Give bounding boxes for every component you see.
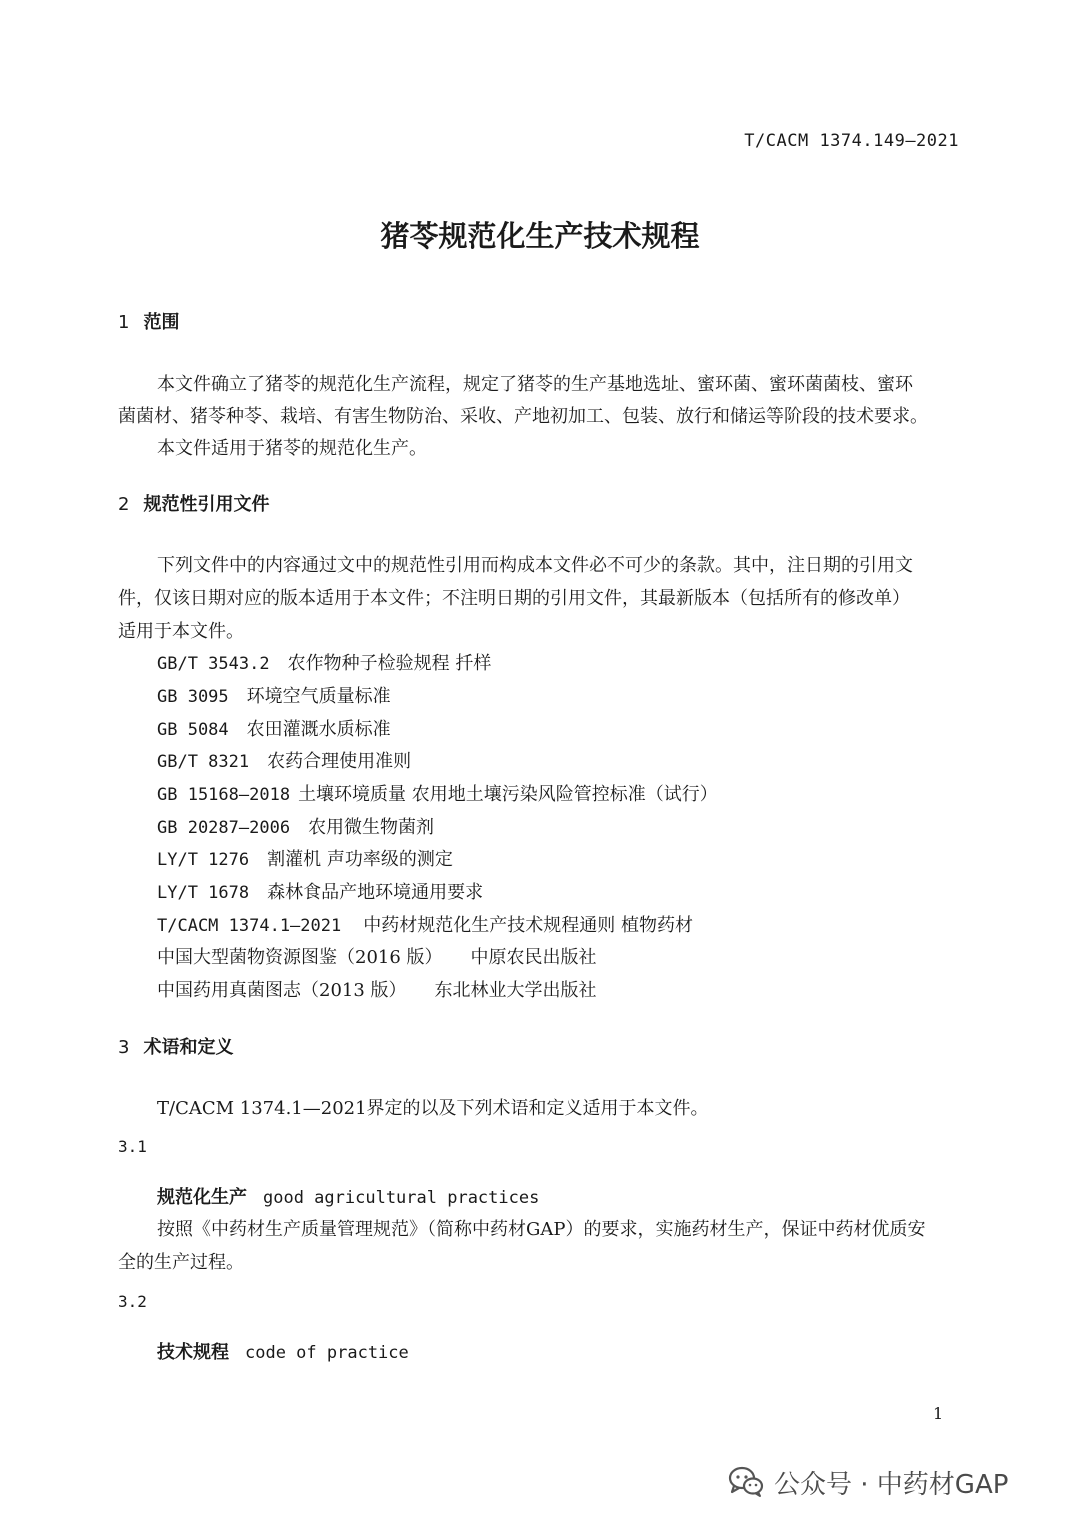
section-number: 3 [118,1037,130,1058]
reference-item [157,682,391,708]
term-english: code of practice [245,1343,409,1363]
reference-code: GB 5084 [157,720,229,740]
reference-name: 土壤环境质量 农用地土壤污染风险管控标准（试行） [298,784,718,805]
term-line [157,1338,409,1364]
reference-name: 环境空气质量标准 [246,686,391,707]
reference-item [157,780,718,806]
reference-item [157,649,491,675]
term-line [157,1183,539,1209]
reference-code: LY/T 1678 [157,883,250,903]
reference-item [157,878,483,904]
reference-item [157,943,597,969]
reference-item [157,813,434,839]
reference-code: GB/T 8321 [157,752,250,772]
reference-code: LY/T 1276 [157,850,250,870]
reference-name: 东北林业大学出版社 [434,980,597,1001]
paragraph-line: 按照《中药材生产质量管理规范》（简称中药材GAP）的要求，实施药材生产，保证中药材优质安 [157,1219,926,1240]
reference-code: T/CACM 1374.1—2021 [157,916,342,936]
paragraph-line: T/CACM 1374.1—2021界定的以及下列术语和定义适用于本文件。 [157,1098,709,1119]
paragraph-line: 件，仅该日期对应的版本适用于本文件；不注明日期的引用文件，其最新版本（包括所有的修改单） [118,588,910,609]
page-number: 1 [933,1404,944,1423]
term-chinese: 技术规程 [157,1342,229,1363]
reference-code: 中国药用真菌图志（2013 版） [157,980,407,1001]
subsection-number: 3.1 [118,1137,147,1156]
section-title: 规范性引用文件 [143,494,270,515]
section-2-heading [118,490,269,516]
reference-name: 森林食品产地环境通用要求 [267,882,484,903]
reference-name: 中药材规范化生产技术规程通则 植物药材 [363,915,693,936]
reference-item [157,715,391,741]
term-english: good agricultural practices [263,1188,540,1208]
reference-item [157,911,693,937]
page-title: 猪苓规范化生产技术规程 [380,219,700,253]
reference-name: 农作物种子检验规程 扦样 [287,653,492,674]
section-number: 2 [118,494,130,515]
reference-item [157,747,411,773]
paragraph-line: 本文件适用于猪苓的规范化生产。 [157,438,427,459]
reference-name: 割灌机 声功率级的测定 [267,849,453,870]
section-number: 1 [118,312,130,333]
wechat-icon [728,1466,764,1498]
reference-code: GB 15168—2018 [157,785,291,805]
paragraph-line: 全的生产过程。 [118,1252,244,1273]
watermark-footer [728,1462,1008,1502]
reference-code: GB/T 3543.2 [157,654,270,674]
reference-code: GB 3095 [157,687,229,707]
term-chinese: 规范化生产 [157,1187,247,1208]
section-1-heading [118,308,179,334]
reference-name: 农用微生物菌剂 [308,817,435,838]
paragraph-line: 菌菌材、猪苓种苓、栽培、有害生物防治、采收、产地初加工、包装、放行和储运等阶段的技术要求。 [118,406,928,427]
reference-name: 农田灌溉水质标准 [246,719,391,740]
reference-name: 农药合理使用准则 [267,751,412,772]
reference-code: GB 20287—2006 [157,818,291,838]
reference-item [157,845,453,871]
section-title: 术语和定义 [143,1037,234,1058]
paragraph-line: 本文件确立了猪苓的规范化生产流程，规定了猪苓的生产基地选址、蜜环菌、蜜环菌菌枝、蜜环 [157,374,913,395]
footer-text: 公众号 · 中药材GAP [774,1469,1009,1500]
reference-item [157,976,597,1002]
reference-name: 中原农民出版社 [470,947,597,968]
subsection-number: 3.2 [118,1292,147,1311]
section-title: 范围 [143,312,180,333]
document-code: T/CACM 1374.149—2021 [744,131,959,151]
section-3-heading [118,1033,233,1059]
paragraph-line: 适用于本文件。 [118,621,244,642]
paragraph-line: 下列文件中的内容通过文中的规范性引用而构成本文件必不可少的条款。其中，注日期的引用文 [157,555,913,576]
reference-code: 中国大型菌物资源图鉴（2016 版） [157,947,443,968]
